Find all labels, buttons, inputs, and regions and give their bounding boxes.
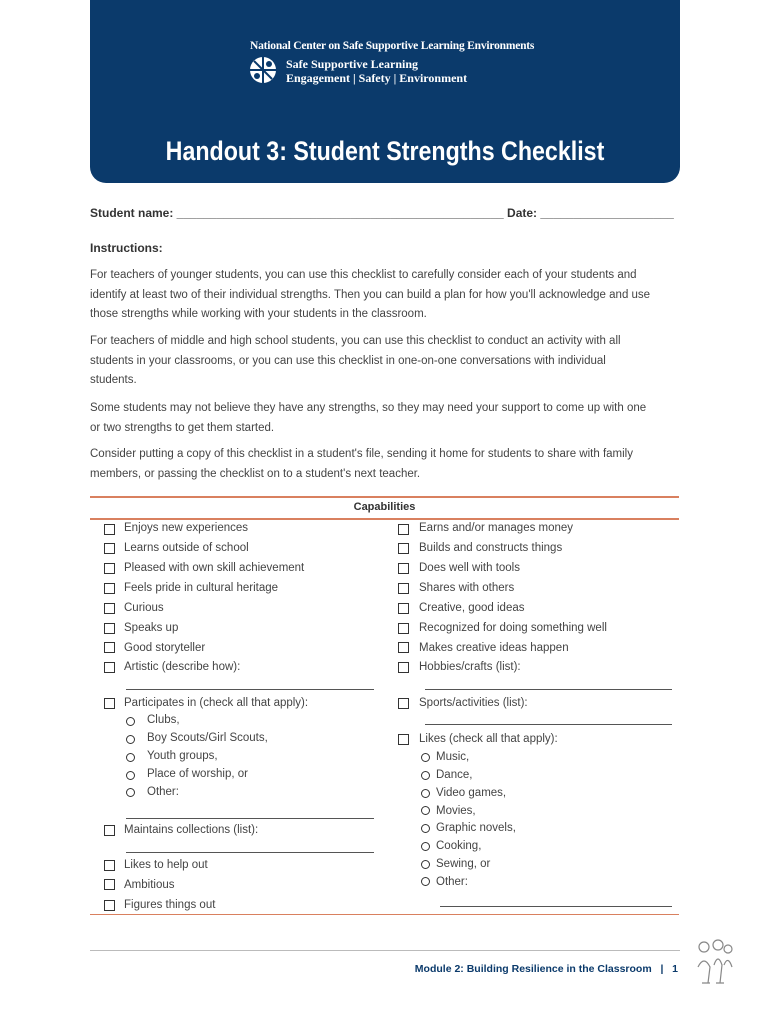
checkbox[interactable] [104,900,115,911]
participates-option: Place of worship, or [147,768,248,780]
radio-option[interactable] [421,789,430,798]
capability-item: Earns and/or manages money [419,522,574,534]
participates-option: Boy Scouts/Girl Scouts, [147,732,268,744]
table-header-border [90,518,679,520]
footer-divider [90,950,680,951]
capability-item: Does well with tools [419,562,520,574]
checkbox[interactable] [104,662,115,673]
instructions-paragraph-3 [90,399,690,438]
capabilities-heading: Capabilities [353,501,416,513]
radio-option[interactable] [421,860,430,869]
capability-item: Figures things out [124,899,216,911]
likes-option: Movies, [436,805,476,817]
text-line: students in your classrooms, or you can use this checklist in one-on-one conversations with individual [90,354,606,367]
other-blank-line[interactable] [126,818,374,819]
instructions-heading: Instructions: [90,241,163,255]
checkbox[interactable] [104,524,115,535]
sports-item: Sports/activities (list): [419,697,528,709]
capability-item: Feels pride in cultural heritage [124,582,279,594]
text-line: members, or passing the checklist on to a student's next teacher. [90,467,421,480]
checkbox[interactable] [104,879,115,890]
checkbox[interactable] [398,563,409,574]
radio-option[interactable] [126,788,135,797]
checkbox[interactable] [104,623,115,634]
instructions-paragraph-2 [90,332,690,391]
radio-option[interactable] [126,735,135,744]
checkbox[interactable] [398,524,409,535]
checkbox[interactable] [104,563,115,574]
checkbox[interactable] [104,860,115,871]
radio-option[interactable] [126,753,135,762]
capability-item: Pleased with own skill achievement [124,562,305,574]
capability-item: Enjoys new experiences [124,522,249,534]
participates-option: Clubs, [147,714,180,726]
participates-option: Youth groups, [147,750,218,762]
collections-item: Maintains collections (list): [124,824,259,836]
checkbox[interactable] [398,583,409,594]
capability-item: Good storyteller [124,642,206,654]
text-line: those strengths while working with your students in the classroom. [90,308,427,320]
footer-page-number: 1 [672,963,678,975]
table-top-border [90,496,679,498]
radio-option[interactable] [421,771,430,780]
logo-icon [248,55,278,85]
text-line: identify at least two of their individual strengths. Then you can build a plan for how you'll acknowledge and use [90,288,651,301]
radio-option[interactable] [126,771,135,780]
checkbox[interactable] [398,623,409,634]
capability-item: Hobbies/crafts (list): [419,661,521,673]
org-name: National Center on Safe Supportive Learning Environments [250,40,535,52]
radio-option[interactable] [421,877,430,886]
likes-other-blank-line[interactable] [440,906,672,907]
capability-item: Shares with others [419,582,515,594]
checkbox[interactable] [398,543,409,554]
footer-text [415,963,678,975]
logo-line-1: Safe Supportive Learning [286,57,419,71]
likes-option: Sewing, or [436,858,491,870]
capability-item: Likes to help out [124,859,208,871]
text-line: students. [90,374,137,386]
checkbox[interactable] [104,603,115,614]
artistic-blank-line[interactable] [126,689,374,690]
capability-item: Artistic (describe how): [124,661,241,673]
likes-option: Cooking, [436,840,482,852]
text-line: or two strengths to get them started. [90,421,275,434]
checkbox[interactable] [104,825,115,836]
footer-module: Module 2: Building Resilience in the Classroom [414,963,652,975]
capability-item: Ambitious [124,879,175,891]
likes-option: Music, [436,751,470,763]
student-name-date-line[interactable]: Student name: _________________________________________________ Date: ____________________ [90,206,674,220]
capability-item: Builds and constructs things [419,542,563,554]
text-line: Some students may not believe they have any strengths, so they may need your support to come up with one [90,402,647,414]
likes-item: Likes (check all that apply): [419,733,558,745]
likes-option: Graphic novels, [436,822,516,834]
collections-blank-line[interactable] [126,852,374,853]
capability-item: Recognized for doing something well [419,622,607,634]
hobbies-blank-line[interactable] [425,689,672,690]
text-line: Consider putting a copy of this checklist in a student's file, sending it home for students to share with family [90,448,633,460]
capability-item: Speaks up [124,622,179,634]
footer-separator: | [660,963,664,975]
checkbox[interactable] [104,642,115,653]
radio-option[interactable] [421,806,430,815]
participates-option: Other: [147,786,179,798]
likes-option: Dance, [436,769,473,781]
radio-option[interactable] [421,753,430,762]
table-bottom-border [90,914,679,915]
instructions-paragraph-1 [90,266,690,325]
participates-item: Participates in (check all that apply): [124,697,309,709]
radio-option[interactable] [421,824,430,833]
sports-blank-line[interactable] [425,724,672,725]
text-line: For teachers of younger students, you can use this checklist to carefully consider each of your students and [90,269,637,281]
capability-item: Curious [124,602,164,614]
checkbox[interactable] [398,734,409,745]
page-title: Handout 3: Student Strengths Checklist [165,136,605,166]
likes-option: Other: [436,876,468,888]
radio-option[interactable] [126,717,135,726]
logo-line-2: Engagement | Safety | Environment [286,71,468,85]
capability-item: Learns outside of school [124,542,249,554]
checkbox[interactable] [398,698,409,709]
text-line: For teachers of middle and high school students, you can use this checklist to conduct an activity with all [90,335,621,347]
checkbox[interactable] [398,662,409,673]
checkbox[interactable] [104,543,115,554]
checkbox[interactable] [104,698,115,709]
likes-option: Video games, [436,787,507,799]
instructions-paragraph-4 [90,445,690,484]
capability-item: Creative, good ideas [419,602,525,614]
children-illustration-icon [688,937,736,987]
radio-option[interactable] [421,842,430,851]
checkbox[interactable] [398,603,409,614]
capability-item: Makes creative ideas happen [419,642,569,654]
checkbox[interactable] [104,583,115,594]
checkbox[interactable] [398,642,409,653]
